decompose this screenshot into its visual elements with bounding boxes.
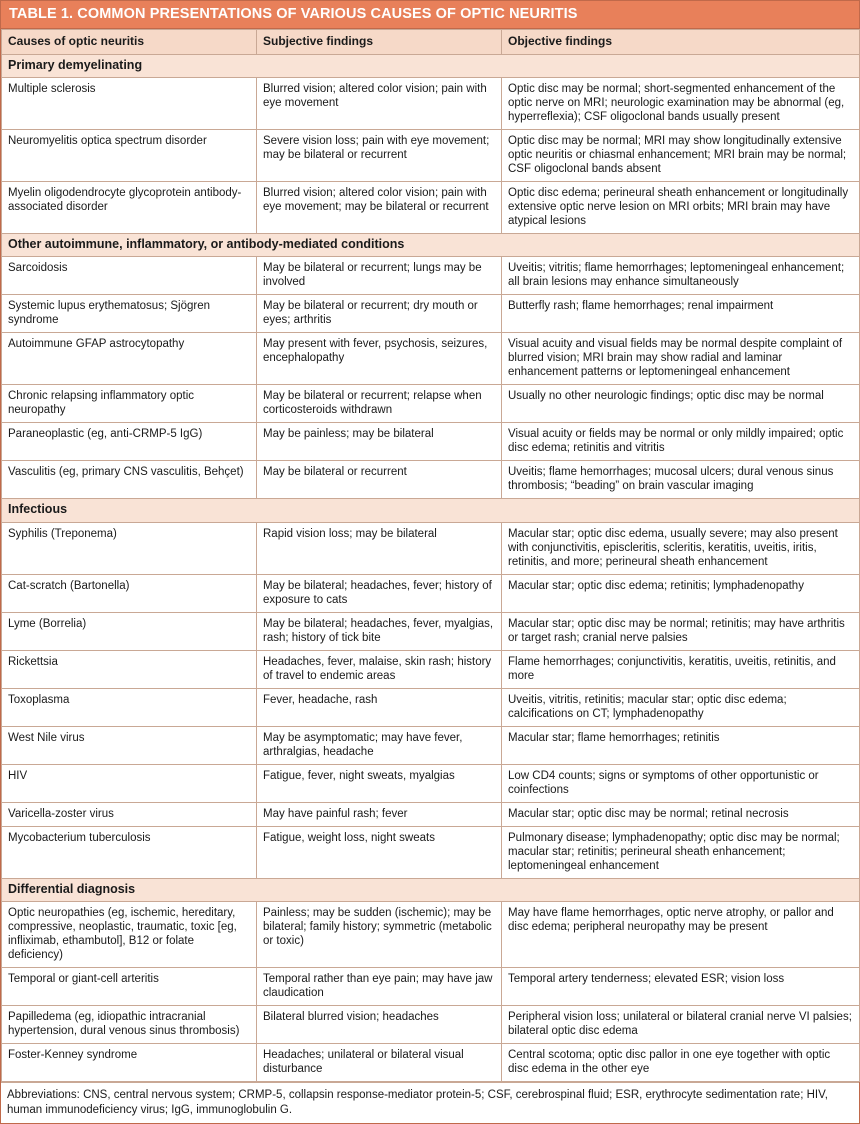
cell-cause: Varicella-zoster virus xyxy=(2,802,257,826)
cell-cause: Chronic relapsing inflammatory optic neuropathy xyxy=(2,385,257,423)
cell-subjective: Headaches, fever, malaise, skin rash; history of travel to endemic areas xyxy=(257,650,502,688)
cell-objective: Temporal artery tenderness; elevated ESR; vision loss xyxy=(502,968,860,1006)
section-header-label: Infectious xyxy=(2,499,860,522)
cell-objective: May have flame hemorrhages, optic nerve atrophy, or pallor and disc edema; peripheral neuropathy may be present xyxy=(502,902,860,968)
table-row xyxy=(2,826,860,878)
cell-subjective: May be bilateral; headaches, fever; history of exposure to cats xyxy=(257,574,502,612)
table-row xyxy=(2,423,860,461)
table-row xyxy=(2,257,860,295)
section-header-label: Differential diagnosis xyxy=(2,879,860,902)
cell-cause: Foster-Kenney syndrome xyxy=(2,1044,257,1082)
cell-subjective: Fatigue, weight loss, night sweats xyxy=(257,826,502,878)
cell-subjective: Severe vision loss; pain with eye movement; may be bilateral or recurrent xyxy=(257,129,502,181)
table-title: TABLE 1. COMMON PRESENTATIONS OF VARIOUS CAUSES OF OPTIC NEURITIS xyxy=(1,1,859,29)
table-row xyxy=(2,688,860,726)
cell-objective: Macular star; optic disc may be normal; retinitis; may have arthritis or target rash; cranial nerve palsies xyxy=(502,612,860,650)
cell-objective: Uveitis; flame hemorrhages; mucosal ulcers; dural venous sinus thrombosis; “beading” on brain vascular imaging xyxy=(502,461,860,499)
cell-subjective: Rapid vision loss; may be bilateral xyxy=(257,522,502,574)
cell-objective: Visual acuity or fields may be normal or only mildly impaired; optic disc edema; retinitis and vitritis xyxy=(502,423,860,461)
cell-cause: Syphilis (Treponema) xyxy=(2,522,257,574)
table-row xyxy=(2,1044,860,1082)
section-header-row xyxy=(2,879,860,902)
table-row xyxy=(2,1006,860,1044)
table-row xyxy=(2,333,860,385)
table-row xyxy=(2,764,860,802)
table-row xyxy=(2,574,860,612)
cell-objective: Flame hemorrhages; conjunctivitis, keratitis, uveitis, retinitis, and more xyxy=(502,650,860,688)
cell-cause: Mycobacterium tuberculosis xyxy=(2,826,257,878)
section-header-label: Other autoimmune, inflammatory, or antibody-mediated conditions xyxy=(2,234,860,257)
cell-cause: West Nile virus xyxy=(2,726,257,764)
cell-cause: Temporal or giant-cell arteritis xyxy=(2,968,257,1006)
table-row xyxy=(2,612,860,650)
cell-subjective: Blurred vision; altered color vision; pain with eye movement xyxy=(257,77,502,129)
cell-subjective: Fatigue, fever, night sweats, myalgias xyxy=(257,764,502,802)
cell-objective: Uveitis; vitritis; flame hemorrhages; leptomeningeal enhancement; all brain lesions may enhance simultaneously xyxy=(502,257,860,295)
cell-cause: Neuromyelitis optica spectrum disorder xyxy=(2,129,257,181)
column-header-objective: Objective findings xyxy=(502,30,860,55)
table-row xyxy=(2,650,860,688)
cell-subjective: May be bilateral or recurrent; lungs may be involved xyxy=(257,257,502,295)
table-row xyxy=(2,902,860,968)
table-row xyxy=(2,968,860,1006)
table-body xyxy=(2,54,860,1082)
cell-objective: Macular star; optic disc edema; retinitis; lymphadenopathy xyxy=(502,574,860,612)
cell-cause: Papilledema (eg, idiopathic intracranial hypertension, dural venous sinus thrombosis) xyxy=(2,1006,257,1044)
table-row xyxy=(2,726,860,764)
column-header-causes: Causes of optic neuritis xyxy=(2,30,257,55)
cell-subjective: May be bilateral; headaches, fever, myalgias, rash; history of tick bite xyxy=(257,612,502,650)
cell-objective: Macular star; optic disc may be normal; retinal necrosis xyxy=(502,802,860,826)
table-row xyxy=(2,461,860,499)
cell-objective: Macular star; optic disc edema, usually severe; may also present with conjunctivitis, episcleritis, scleritis, keratitis, uveitis, iritis, retinitis, and more; perineural sheath enhancement xyxy=(502,522,860,574)
section-header-label: Primary demyelinating xyxy=(2,54,860,77)
cell-objective: Optic disc may be normal; MRI may show longitudinally extensive optic neuritis or chiasmal enhancement; MRI brain may be normal; CSF oligoclonal bands absent xyxy=(502,129,860,181)
cell-cause: Autoimmune GFAP astrocytopathy xyxy=(2,333,257,385)
section-header-row xyxy=(2,234,860,257)
cell-objective: Pulmonary disease; lymphadenopathy; optic disc may be normal; macular star; retinitis; perineural sheath enhancement; leptomeningeal enhancement xyxy=(502,826,860,878)
cell-subjective: May be bilateral or recurrent; relapse when corticosteroids withdrawn xyxy=(257,385,502,423)
cell-cause: Myelin oligodendrocyte glycoprotein antibody-associated disorder xyxy=(2,181,257,233)
section-header-row xyxy=(2,54,860,77)
cell-cause: Systemic lupus erythematosus; Sjögren syndrome xyxy=(2,295,257,333)
cell-subjective: May be bilateral or recurrent xyxy=(257,461,502,499)
table-row xyxy=(2,802,860,826)
table-row xyxy=(2,77,860,129)
cell-objective: Usually no other neurologic findings; optic disc may be normal xyxy=(502,385,860,423)
table-row xyxy=(2,129,860,181)
cell-objective: Low CD4 counts; signs or symptoms of other opportunistic or coinfections xyxy=(502,764,860,802)
column-header-subjective: Subjective findings xyxy=(257,30,502,55)
cell-objective: Optic disc edema; perineural sheath enhancement or longitudinally extensive optic nerve lesion on MRI orbits; MRI brain may have atypical lesions xyxy=(502,181,860,233)
cell-cause: Sarcoidosis xyxy=(2,257,257,295)
cell-objective: Peripheral vision loss; unilateral or bilateral cranial nerve VI palsies; bilateral optic disc edema xyxy=(502,1006,860,1044)
cell-cause: Vasculitis (eg, primary CNS vasculitis, Behçet) xyxy=(2,461,257,499)
cell-objective: Visual acuity and visual fields may be normal despite complaint of blurred vision; MRI brain may show radial and laminar enhancement patterns or leptomeningeal enhancement xyxy=(502,333,860,385)
table-row xyxy=(2,522,860,574)
cell-objective: Uveitis, vitritis, retinitis; macular star; optic disc edema; calcifications on CT; lymphadenopathy xyxy=(502,688,860,726)
cell-objective: Butterfly rash; flame hemorrhages; renal impairment xyxy=(502,295,860,333)
cell-subjective: May have painful rash; fever xyxy=(257,802,502,826)
cell-cause: Optic neuropathies (eg, ischemic, hereditary, compressive, neoplastic, traumatic, toxic [eg, infliximab, ethambutol], B12 or folate deficiency) xyxy=(2,902,257,968)
cell-cause: Lyme (Borrelia) xyxy=(2,612,257,650)
cell-cause: Toxoplasma xyxy=(2,688,257,726)
cell-subjective: May be asymptomatic; may have fever, arthralgias, headache xyxy=(257,726,502,764)
cell-subjective: Blurred vision; altered color vision; pain with eye movement; may be bilateral or recurrent xyxy=(257,181,502,233)
cell-cause: Rickettsia xyxy=(2,650,257,688)
cell-subjective: Painless; may be sudden (ischemic); may be bilateral; family history; symmetric (metabolic or toxic) xyxy=(257,902,502,968)
cell-objective: Macular star; flame hemorrhages; retinitis xyxy=(502,726,860,764)
table-row xyxy=(2,295,860,333)
cell-cause: Multiple sclerosis xyxy=(2,77,257,129)
cell-subjective: Bilateral blurred vision; headaches xyxy=(257,1006,502,1044)
cell-subjective: May present with fever, psychosis, seizures, encephalopathy xyxy=(257,333,502,385)
header-row xyxy=(2,30,860,55)
cell-objective: Central scotoma; optic disc pallor in one eye together with optic disc edema in the other eye xyxy=(502,1044,860,1082)
cell-cause: Paraneoplastic (eg, anti-CRMP-5 IgG) xyxy=(2,423,257,461)
cell-subjective: Temporal rather than eye pain; may have jaw claudication xyxy=(257,968,502,1006)
cell-subjective: Fever, headache, rash xyxy=(257,688,502,726)
cell-subjective: Headaches; unilateral or bilateral visual disturbance xyxy=(257,1044,502,1082)
cell-objective: Optic disc may be normal; short-segmented enhancement of the optic nerve on MRI; neurologic examination may be abnormal (eg, hyperreflexia); CSF oligoclonal bands usually present xyxy=(502,77,860,129)
cell-subjective: May be bilateral or recurrent; dry mouth or eyes; arthritis xyxy=(257,295,502,333)
cell-cause: HIV xyxy=(2,764,257,802)
table-row xyxy=(2,181,860,233)
table-header xyxy=(2,30,860,55)
section-header-row xyxy=(2,499,860,522)
cell-cause: Cat-scratch (Bartonella) xyxy=(2,574,257,612)
cell-subjective: May be painless; may be bilateral xyxy=(257,423,502,461)
table-row xyxy=(2,385,860,423)
optic-neuritis-table xyxy=(1,29,860,1082)
table-footnote: Abbreviations: CNS, central nervous system; CRMP-5, collapsin response-mediator protein-5; CSF, cerebrospinal fluid; ESR, erythrocyte sedimentation rate; HIV, human immunodeficiency virus; IgG, immunoglobulin G. xyxy=(1,1082,859,1123)
